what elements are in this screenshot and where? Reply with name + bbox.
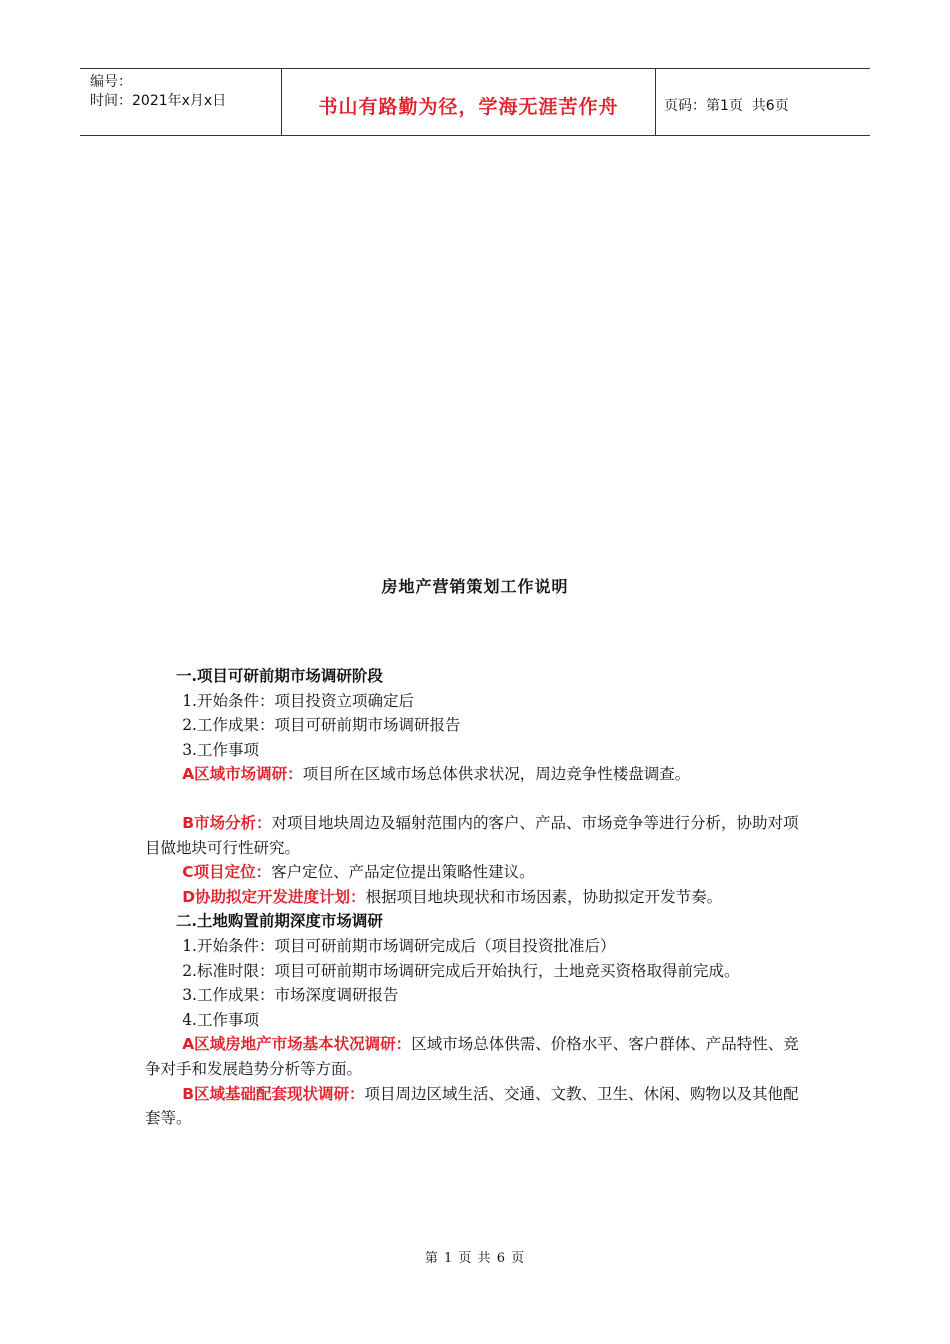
section1-item-a xyxy=(145,762,810,787)
document-title: 房地产营销策划工作说明 xyxy=(381,577,569,596)
section2-item-a-text: 区域市场总体供需、价格水平、客户群体、产品特性、竞争对手和发展趋势分析等方面。 xyxy=(145,1035,799,1078)
document-header xyxy=(80,68,870,136)
section2-item-b-text: 项目周边区域生活、交通、文教、卫生、休闲、购物以及其他配套等。 xyxy=(145,1084,799,1128)
header-page-info: 页码：第1页 共6页 xyxy=(664,98,789,114)
section1-item3: 3.工作事项 xyxy=(182,740,259,759)
section2-item-b xyxy=(145,1082,810,1131)
section2-item-a-label: A区域房地产市场基本状况调研： xyxy=(182,1035,412,1054)
section1-heading: 一.项目可研前期市场调研阶段 xyxy=(176,666,383,685)
section2-heading: 二.土地购置前期深度市场调研 xyxy=(176,911,383,931)
section2-item-a xyxy=(145,1032,810,1081)
header-motto-cell xyxy=(282,69,656,135)
header-number-label: 编号： xyxy=(90,74,132,90)
section1-item-d-label: D协助拟定开发进度计划： xyxy=(182,887,366,906)
section1-item-b xyxy=(145,811,810,860)
section1-item1: 1.开始条件：项目投资立项确定后 xyxy=(182,691,414,710)
section1-item-d xyxy=(145,885,810,910)
section1-item-c-label: C项目定位： xyxy=(182,863,272,882)
document-body xyxy=(145,664,810,1131)
section2-item2: 2.标准时限：项目可研前期市场调研完成后开始执行，土地竞买资格取得前完成。 xyxy=(182,961,740,980)
section1-item-c xyxy=(145,860,810,885)
section2-item1: 1.开始条件：项目可研前期市场调研完成后（项目投资批准后） xyxy=(182,936,616,955)
paragraph-gap xyxy=(145,787,810,811)
section1-item-a-text: 项目所在区域市场总体供求状况，周边竞争性楼盘调查。 xyxy=(302,765,691,784)
section1-item2: 2.工作成果：项目可研前期市场调研报告 xyxy=(182,716,461,735)
header-motto: 书山有路勤为径，学海无涯苦作舟 xyxy=(318,95,619,118)
section2-item-b-label: B区域基础配套现状调研： xyxy=(182,1084,365,1103)
header-page-cell xyxy=(656,69,870,135)
section1-item-c-text: 客户定位、产品定位提出策略性建议。 xyxy=(271,863,535,882)
section1-item-b-text: 对项目地块周边及辐射范围内的客户、产品、市场竞争等进行分析，协助对项目做地块可行性研究。 xyxy=(145,813,799,857)
section2-item3: 3.工作成果：市场深度调研报告 xyxy=(182,986,399,1005)
section1-item-b-label: B市场分析： xyxy=(182,813,272,832)
section1-item-a-label: A区域市场调研： xyxy=(182,765,303,784)
section1-item-d-text: 根据项目地块现状和市场因素，协助拟定开发节奏。 xyxy=(365,887,723,906)
page-footer: 第 1 页 共 6 页 xyxy=(424,1251,526,1266)
section2-item4: 4.工作事项 xyxy=(182,1010,259,1029)
header-time-label: 时间：2021年x月x日 xyxy=(90,93,227,109)
header-meta-cell xyxy=(80,69,282,135)
